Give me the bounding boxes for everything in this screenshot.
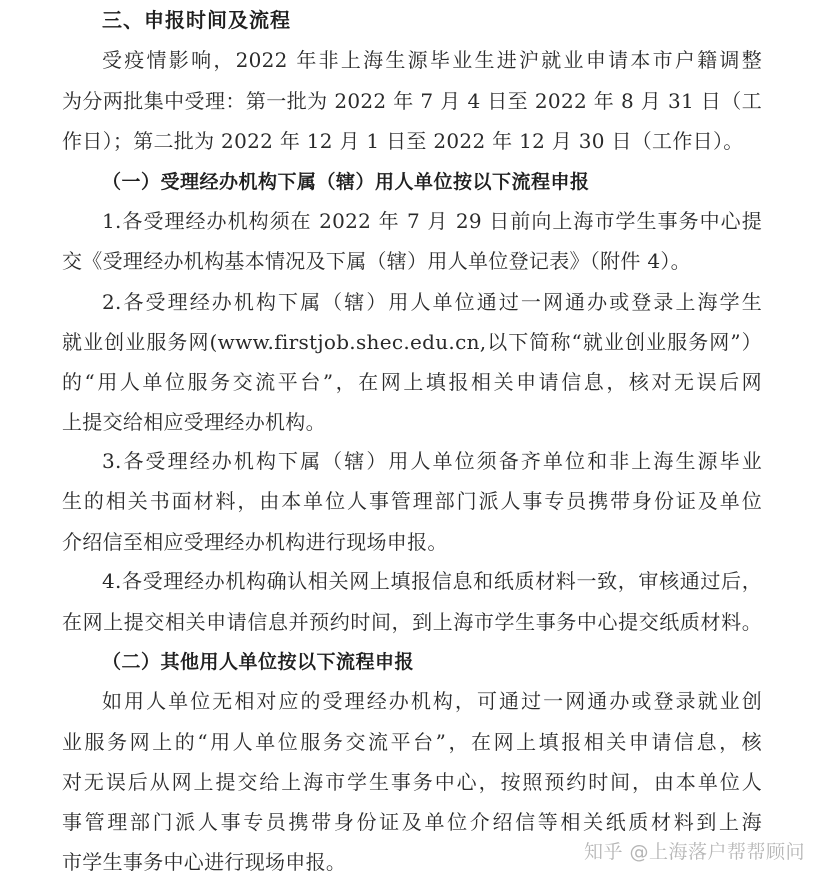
step-3-line-3: 介绍信至相应受理经办机构进行现场申报。 xyxy=(62,530,448,554)
step-1-line-1: 1.各受理经办机构须在 2022 年 7 月 29 日前向上海市学生事务中心提 xyxy=(102,209,762,233)
subsection-2-title: （二）其他用人单位按以下流程申报 xyxy=(102,651,415,673)
intro-line-3: 作日）；第二批为 2022 年 12 月 1 日至 2022 年 12 月 30 日（工作日）。 xyxy=(62,129,744,153)
intro-line-2: 为分两批集中受理：第一批为 2022 年 7 月 4 日至 2022 年 8 月 31 日（工 xyxy=(62,89,762,113)
subsection-1-title: （一）受理经办机构下属（辖）用人单位按以下流程申报 xyxy=(102,171,590,193)
step-2-line-1: 2.各受理经办机构下属（辖）用人单位通过一网通办或登录上海学生 xyxy=(102,290,762,314)
step-2-line-2: 就业创业服务网(www.firstjob.shec.edu.cn,以下简称“就业创业服务网”） xyxy=(62,330,762,354)
step-3-line-2: 生的相关书面材料，由本单位人事管理部门派人事专员携带身份证及单位 xyxy=(62,489,762,513)
zhihu-watermark: 知乎 @上海落户帮帮顾问 xyxy=(583,841,805,863)
other-line-1: 如用人单位无相对应的受理经办机构，可通过一网通办或登录就业创 xyxy=(102,689,762,713)
other-line-5: 市学生事务中心进行现场申报。 xyxy=(62,850,347,874)
intro-line-1: 受疫情影响，2022 年非上海生源毕业生进沪就业申请本市户籍调整 xyxy=(102,48,762,72)
step-1-line-2: 交《受理经办机构基本情况及下属（辖）用人单位登记表》（附件 4）。 xyxy=(62,249,691,273)
other-line-3: 对无误后从网上提交给上海市学生事务中心，按照预约时间，由本单位人 xyxy=(62,770,762,794)
step-2-line-4: 上提交给相应受理经办机构。 xyxy=(62,410,326,434)
other-line-2: 业服务网上的“用人单位服务交流平台”，在网上填报相关申请信息，核 xyxy=(62,730,762,754)
section-title: 三、申报时间及流程 xyxy=(102,8,291,32)
step-4-line-1: 4.各受理经办机构确认相关网上填报信息和纸质材料一致，审核通过后， xyxy=(102,569,762,593)
step-2-line-3: 的“用人单位服务交流平台”，在网上填报相关申请信息，核对无误后网 xyxy=(62,370,762,394)
step-3-line-1: 3.各受理经办机构下属（辖）用人单位须备齐单位和非上海生源毕业 xyxy=(102,449,762,473)
step-4-line-2: 在网上提交相关申请信息并预约时间，到上海市学生事务中心提交纸质材料。 xyxy=(62,610,762,634)
other-line-4: 事管理部门派人事专员携带身份证及单位介绍信等相关纸质材料到上海 xyxy=(62,810,762,834)
